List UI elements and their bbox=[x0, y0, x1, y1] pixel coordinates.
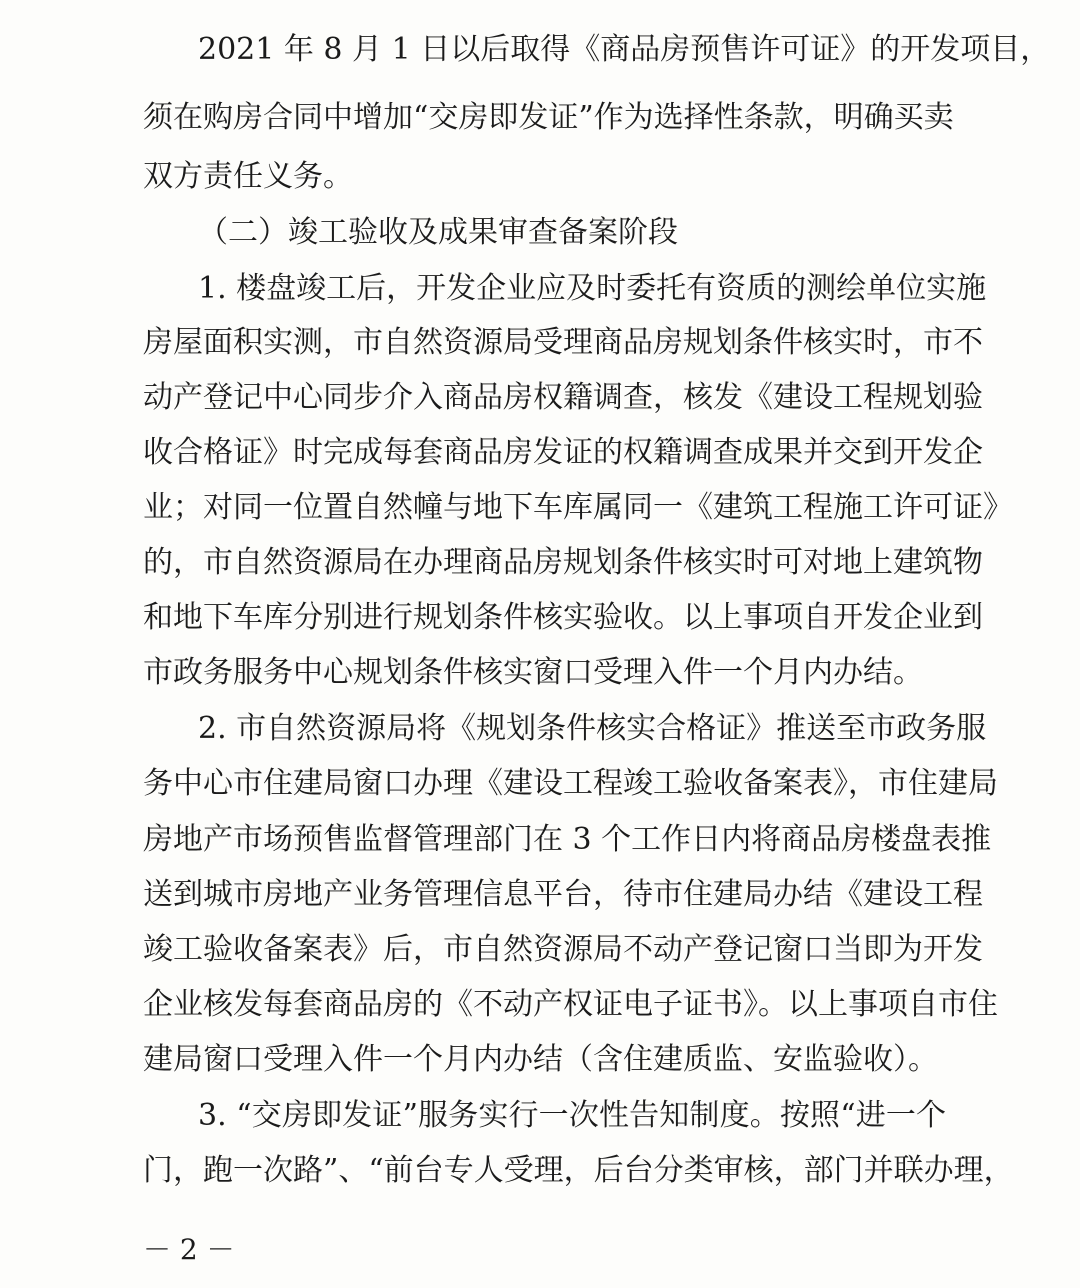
paragraph-line: 房地产市场预售监督管理部门在 3 个工作日内将商品房楼盘表推 bbox=[143, 822, 992, 857]
section-heading: （二）竣工验收及成果审查备案阶段 bbox=[198, 215, 678, 250]
paragraph-line: 企业核发每套商品房的《不动产权证电子证书》。以上事项自市住 bbox=[143, 987, 998, 1022]
paragraph-line: 3. “交房即发证”服务实行一次性告知制度。按照“进一个 bbox=[198, 1098, 946, 1133]
paragraph-line: 房屋面积实测，市自然资源局受理商品房规划条件核实时，市不 bbox=[143, 325, 983, 360]
paragraph-line: 收合格证》时完成每套商品房发证的权籍调查成果并交到开发企 bbox=[143, 435, 983, 470]
paragraph-line: 送到城市房地产业务管理信息平台，待市住建局办结《建设工程 bbox=[143, 877, 983, 912]
paragraph-line: 门，跑一次路”、“前台专人受理，后台分类审核，部门并联办理， bbox=[143, 1153, 1014, 1188]
paragraph-line: 市政务服务中心规划条件核实窗口受理入件一个月内办结。 bbox=[143, 655, 923, 690]
paragraph-line: 务中心市住建局窗口办理《建设工程竣工验收备案表》，市住建局 bbox=[143, 766, 998, 801]
paragraph-line: 双方责任义务。 bbox=[143, 159, 353, 194]
paragraph-line: 竣工验收备案表》后，市自然资源局不动产登记窗口当即为开发 bbox=[143, 932, 983, 967]
paragraph-line: 1. 楼盘竣工后，开发企业应及时委托有资质的测绘单位实施 bbox=[198, 271, 987, 306]
page-number: － 2 － bbox=[143, 1233, 235, 1266]
paragraph-line: 2021 年 8 月 1 日以后取得《商品房预售许可证》的开发项目， bbox=[198, 32, 1051, 67]
paragraph-line: 动产登记中心同步介入商品房权籍调查，核发《建设工程规划验 bbox=[143, 380, 983, 415]
paragraph-line: 业；对同一位置自然幢与地下车库属同一《建筑工程施工许可证》 bbox=[143, 490, 1013, 525]
paragraph-line: 2. 市自然资源局将《规划条件核实合格证》推送至市政务服 bbox=[198, 711, 987, 746]
paragraph-line: 须在购房合同中增加“交房即发证”作为选择性条款，明确买卖 bbox=[143, 100, 954, 135]
paragraph-line: 的，市自然资源局在办理商品房规划条件核实时可对地上建筑物 bbox=[143, 545, 983, 580]
paragraph-line: 和地下车库分别进行规划条件核实验收。以上事项自开发企业到 bbox=[143, 600, 983, 635]
paragraph-line: 建局窗口受理入件一个月内办结（含住建质监、安监验收）。 bbox=[143, 1042, 938, 1077]
